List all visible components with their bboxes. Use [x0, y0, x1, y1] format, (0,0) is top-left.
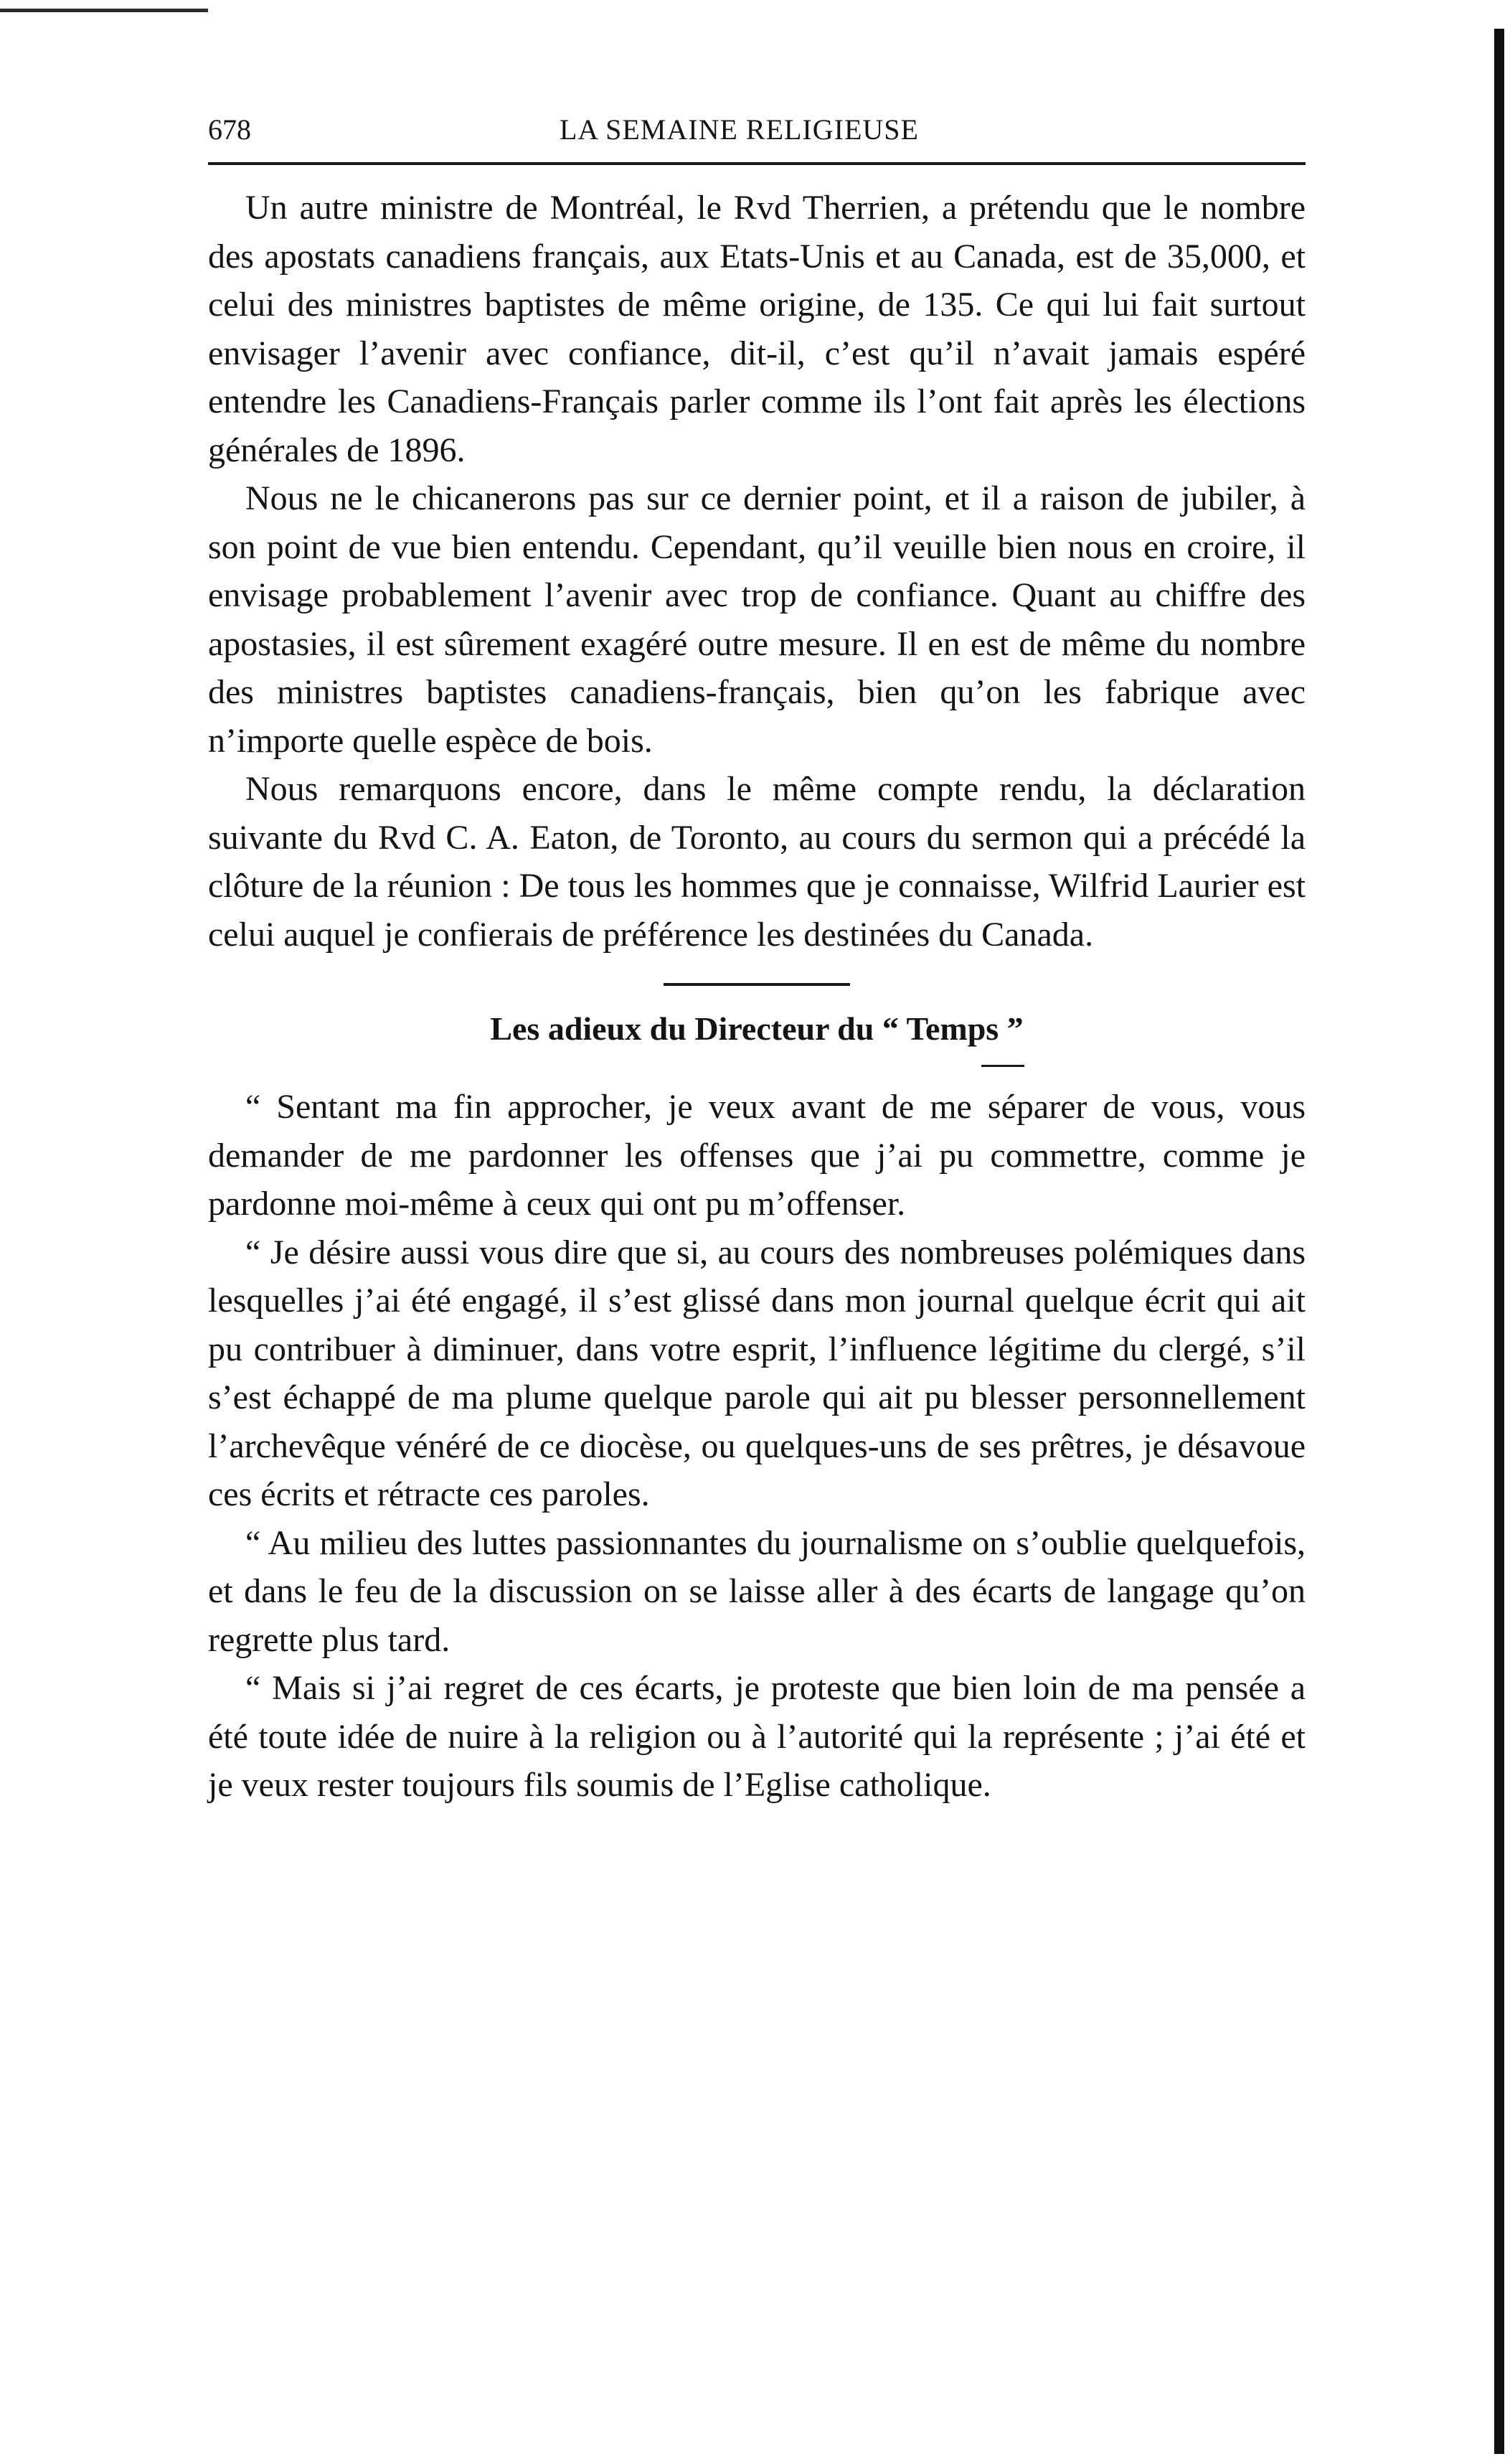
article-body — [208, 184, 1306, 959]
paragraph: “ Je désire aussi vous dire que si, au cours des nombreuses polémiques dans lesquelles j’ai été engagé, il s’est glissé dans mon journal quelque écrit qui ait pu contribuer à diminuer, dans votre esprit, l’influence légitime du clergé, s’il s’est échappé de ma plume quelque parole qui ait pu blesser personnellement l’archevêque vénéré de ce diocèse, ou quelques-uns de ses prêtres, je désavoue ces écrits et rétracte ces paroles. — [208, 1233, 1306, 1513]
paragraph: “ Mais si j’ai regret de ces écarts, je proteste que bien loin de ma pensée a été toute idée de nuire à la religion ou à l’autorité qui la représente ; j’ai été et je veux rester toujours fils soumis de l’Eglise catholique. — [208, 1669, 1306, 1804]
paragraph: “ Au milieu des luttes passionnantes du journalisme on s’oublie quelquefois, et dans le feu de la discussion on se laisse aller à des écarts de langage qu’on regrette plus tard. — [208, 1523, 1306, 1659]
section-heading: Les adieux du Directeur du “ Temps ” — [490, 1010, 1024, 1047]
paragraph: “ Sentant ma fin approcher, je veux avant de me séparer de vous, vous demander de me pardonner les offenses que j’ai pu commettre, comme je pardonne moi-même à ceux qui ont pu m’offenser. — [208, 1088, 1306, 1223]
scan-artifact-top-rule — [0, 9, 208, 12]
running-title: LA SEMAINE RELIGIEUSE — [560, 113, 919, 146]
page-number: 678 — [208, 113, 251, 146]
document-page — [208, 108, 1306, 1810]
header-rule — [208, 162, 1306, 165]
running-header — [208, 108, 1306, 152]
paragraph: Un autre ministre de Montréal, le Rvd Therrien, a prétendu que le nombre des apostats canadiens français, aux Etats-Unis et au Canada, est de 35,000, et celui des ministres baptistes de même origine, de 135. Ce qui lui fait surtout envisager l’avenir avec confiance, dit-il, c’est qu’il n’avait jamais espéré entendre les Canadiens-Français parler comme ils l’ont fait après les élections générales de 1896. — [208, 189, 1306, 469]
heading-dash — [981, 1065, 1024, 1067]
scan-artifact-binding-edge — [1494, 29, 1504, 2454]
section-divider — [664, 983, 850, 986]
section-body — [208, 1083, 1306, 1810]
paragraph: Nous remarquons encore, dans le même compte rendu, la déclaration suivante du Rvd C. A. Eaton, de Toronto, au cours du sermon qui a précédé la clôture de la réunion : De tous les hommes que je connaisse, Wilfrid Laurier est celui auquel je confierais de préférence les destinées du Canada. — [208, 770, 1306, 954]
paragraph: Nous ne le chicanerons pas sur ce dernier point, et il a raison de jubiler, à son point de vue bien entendu. Cependant, qu’il veuille bien nous en croire, il envisage probablement l’avenir avec trop de confiance. Quant au chiffre des apostasies, il est sûrement exagéré outre mesure. Il en est de même du nombre des ministres baptistes canadiens-français, bien qu’on les fabrique avec n’importe quelle espèce de bois. — [208, 479, 1306, 760]
